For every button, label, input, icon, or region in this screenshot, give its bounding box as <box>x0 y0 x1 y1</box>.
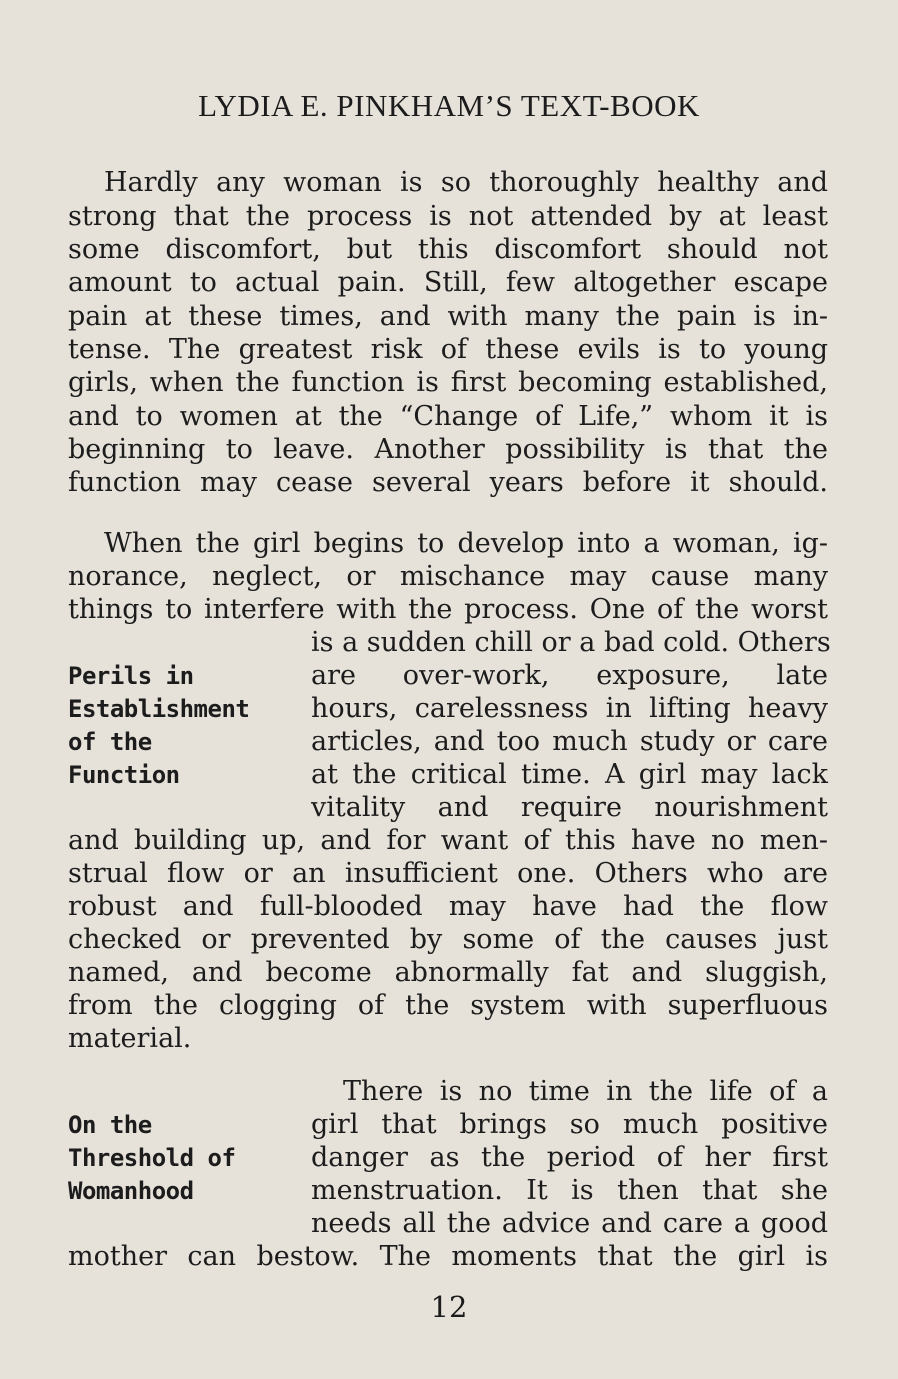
paragraph-2-line: is a sudden chill or a bad cold. Others <box>311 627 831 658</box>
paragraph-1-line: some discomfort, but this discomfort should not <box>68 234 828 265</box>
sidenote-threshold-line: Womanhood <box>68 1177 194 1205</box>
paragraph-1-line: beginning to leave. Another possibility is that the <box>68 434 828 465</box>
sidenote-perils-line: of the <box>68 728 152 756</box>
paragraph-2-line: hours, carelessness in lifting heavy <box>311 693 828 724</box>
paragraph-3-line: There is no time in the life of a <box>343 1076 828 1107</box>
paragraph-1-line: amount to actual pain. Still, few altogether escape <box>68 267 828 298</box>
paragraph-2-line: at the critical time. A girl may lack <box>311 759 828 790</box>
paragraph-2-line: and building up, and for want of this have no men- <box>68 825 828 856</box>
paragraph-1-line: function may cease several years before it should. <box>68 467 828 498</box>
paragraph-2-line: When the girl begins to develop into a woman, ig- <box>104 528 828 559</box>
paragraph-3-line: girl that brings so much positive <box>311 1109 828 1140</box>
paragraph-2-line: strual flow or an insufficient one. Others who are <box>68 858 828 889</box>
sidenote-perils-line: Function <box>68 761 180 789</box>
page-number: 12 <box>430 1290 468 1324</box>
sidenote-perils-line: Perils in <box>68 662 194 690</box>
paragraph-1-line: and to women at the “Change of Life,” whom it is <box>68 401 828 432</box>
paragraph-2-line: from the clogging of the system with superfluous <box>68 990 828 1021</box>
paragraph-2-line: things to interfere with the process. One of the worst <box>68 594 828 625</box>
paragraph-1-line: Hardly any woman is so thoroughly healthy and <box>104 167 828 198</box>
sidenote-threshold-line: Threshold of <box>68 1144 236 1172</box>
paragraph-1-line: girls, when the function is first becoming established, <box>68 367 828 398</box>
paragraph-1-line: strong that the process is not attended by at least <box>68 201 828 232</box>
paragraph-1-line: pain at these times, and with many the pain is in- <box>68 301 828 332</box>
paragraph-2-line: articles, and too much study or care <box>311 726 828 757</box>
paragraph-2-line: material. <box>68 1023 192 1054</box>
paragraph-2-line: are over-work, exposure, late <box>311 660 828 691</box>
paragraph-2-line: checked or prevented by some of the causes just <box>68 924 828 955</box>
paragraph-2-line: vitality and require nourishment <box>311 792 828 823</box>
paragraph-2-line: named, and become abnormally fat and sluggish, <box>68 957 828 988</box>
paragraph-3-line: needs all the advice and care a good <box>311 1208 828 1239</box>
paragraph-1-line: tense. The greatest risk of these evils is to young <box>68 334 828 365</box>
paragraph-2-line: norance, neglect, or mischance may cause many <box>68 561 828 592</box>
paragraph-3-line: mother can bestow. The moments that the girl is <box>68 1241 828 1272</box>
running-header: LYDIA E. PINKHAM’S TEXT-BOOK <box>198 88 700 123</box>
paragraph-2-line: robust and full-blooded may have had the flow <box>68 891 828 922</box>
paragraph-3-line: menstruation. It is then that she <box>311 1175 828 1206</box>
paragraph-3-line: danger as the period of her first <box>311 1142 828 1173</box>
sidenote-threshold-line: On the <box>68 1111 152 1139</box>
sidenote-perils-line: Establishment <box>68 695 250 723</box>
